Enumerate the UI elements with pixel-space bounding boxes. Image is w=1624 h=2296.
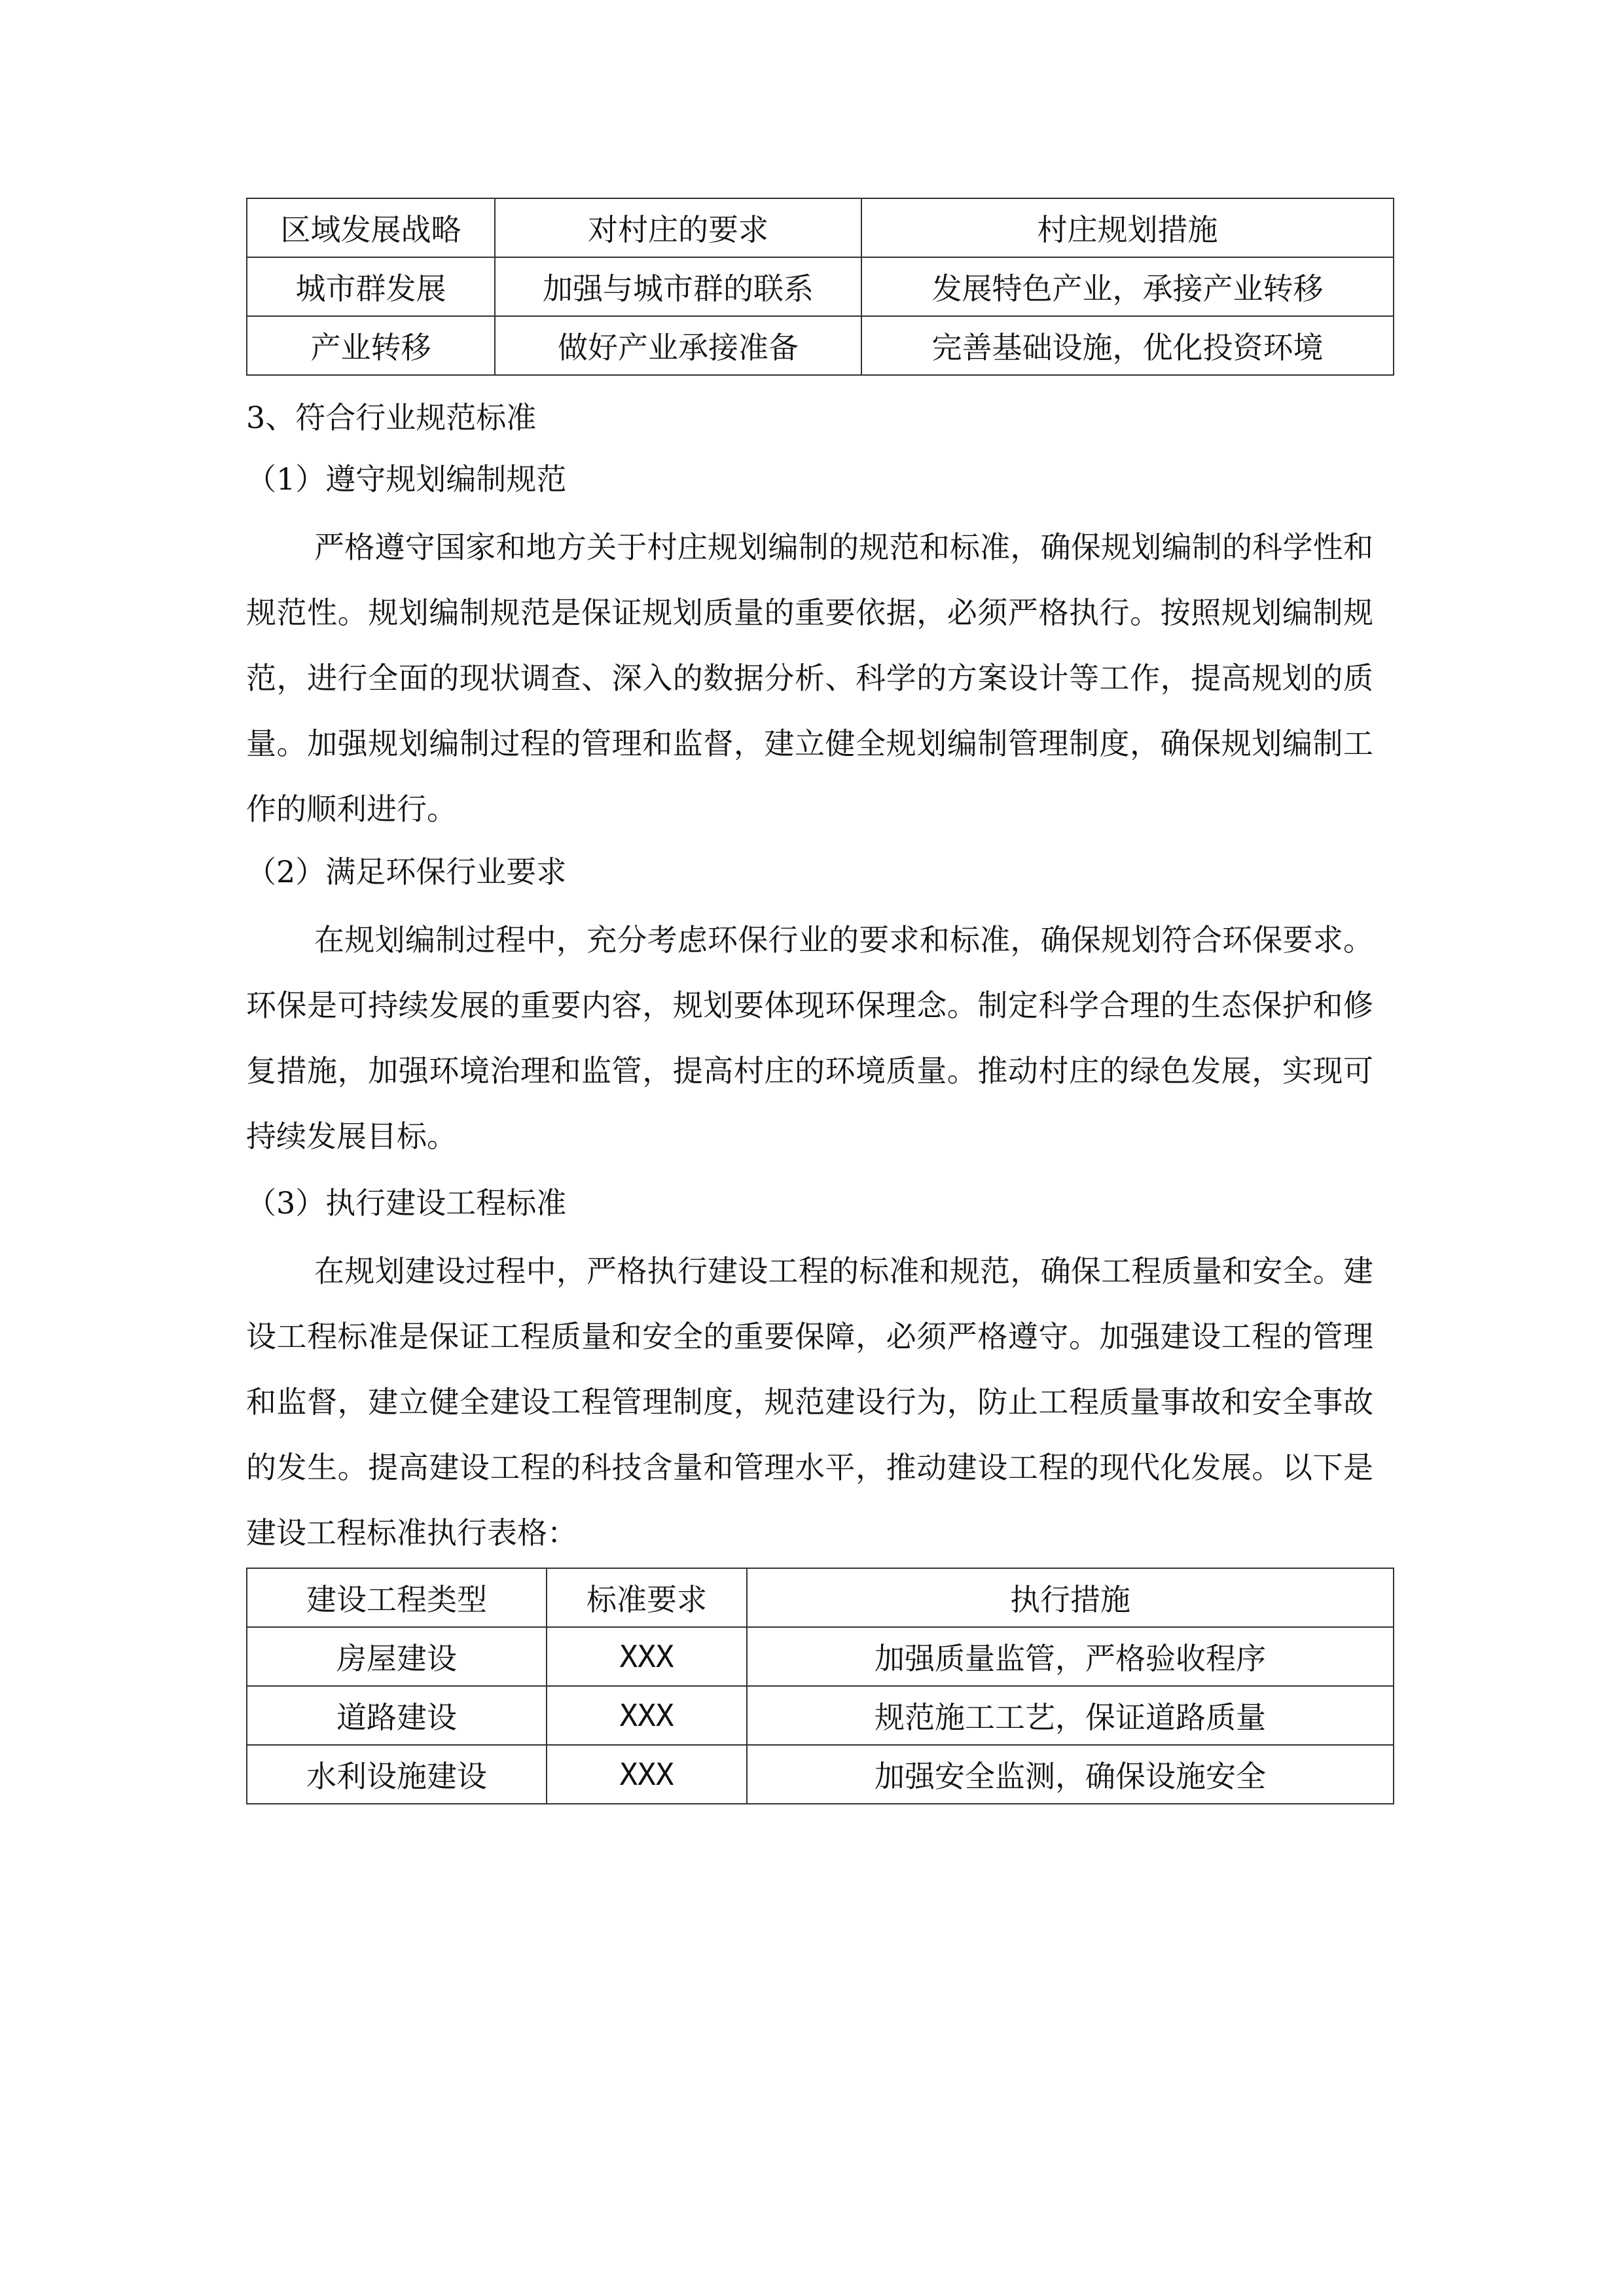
table-row: [247, 1686, 1394, 1745]
table-row: [247, 1745, 1394, 1804]
table-row: [247, 1627, 1394, 1686]
subsection-heading-1: （1）遵守规划编制规范: [246, 461, 567, 497]
paragraph-3: 在规划建设过程中，严格执行建设工程的标准和规范，确保工程质量和安全。建设工程标准是保证工程质量和安全的重要保障，必须严格遵守。加强建设工程的管理和监督，建立健全建设工程管理制度，规范建设行为，防止工程质量事故和安全事故的发生。提高建设工程的科技含量和管理水平，推动建设工程的现代化发展。以下是建设工程标准执行表格：: [246, 1253, 1373, 1551]
table-header-cell: 执行措施: [747, 1568, 1394, 1627]
table-header-row: [247, 198, 1394, 257]
table-cell: 加强质量监管，严格验收程序: [747, 1627, 1394, 1686]
table-cell: 加强安全监测，确保设施安全: [747, 1745, 1394, 1804]
paragraph-2: 在规划编制过程中，充分考虑环保行业的要求和标准，确保规划符合环保要求。环保是可持续发展的重要内容，规划要体现环保理念。制定科学合理的生态保护和修复措施，加强环境治理和监管，提高村庄的环境质量。推动村庄的绿色发展，实现可持续发展目标。: [246, 922, 1373, 1154]
table-row: [247, 316, 1394, 375]
construction-standards-table: [246, 1568, 1394, 1804]
table-cell: 加强与城市群的联系: [495, 257, 861, 316]
subsection-heading-2: （2）满足环保行业要求: [246, 854, 567, 889]
table-header-cell: 对村庄的要求: [495, 198, 861, 257]
subsection-heading-3: （3）执行建设工程标准: [246, 1185, 567, 1221]
table-row: [247, 257, 1394, 316]
table-cell: 规范施工工艺，保证道路质量: [747, 1686, 1394, 1745]
table-cell: 道路建设: [247, 1686, 547, 1745]
table-header-cell: 建设工程类型: [247, 1568, 547, 1627]
table-header-cell: 标准要求: [547, 1568, 747, 1627]
table-cell: 发展特色产业，承接产业转移: [861, 257, 1394, 316]
table-cell: XXX: [547, 1627, 747, 1686]
paragraph-1: 严格遵守国家和地方关于村庄规划编制的规范和标准，确保规划编制的科学性和规范性。规划编制规范是保证规划质量的重要依据，必须严格执行。按照规划编制规范，进行全面的现状调查、深入的数据分析、科学的方案设计等工作，提高规划的质量。加强规划编制过程的管理和监督，建立健全规划编制管理制度，确保规划编制工作的顺利进行。: [246, 529, 1373, 827]
table-header-cell: 区域发展战略: [247, 198, 495, 257]
table-cell: 房屋建设: [247, 1627, 547, 1686]
table-cell: XXX: [547, 1745, 747, 1804]
table-cell: XXX: [547, 1686, 747, 1745]
section-heading: 3、符合行业规范标准: [246, 400, 537, 435]
table-cell: 城市群发展: [247, 257, 495, 316]
table-cell: 水利设施建设: [247, 1745, 547, 1804]
table-header-row: [247, 1568, 1394, 1627]
table-cell: 产业转移: [247, 316, 495, 375]
table-cell: 做好产业承接准备: [495, 316, 861, 375]
table-cell: 完善基础设施，优化投资环境: [861, 316, 1394, 375]
table-header-cell: 村庄规划措施: [861, 198, 1394, 257]
regional-strategy-table: [246, 198, 1394, 376]
